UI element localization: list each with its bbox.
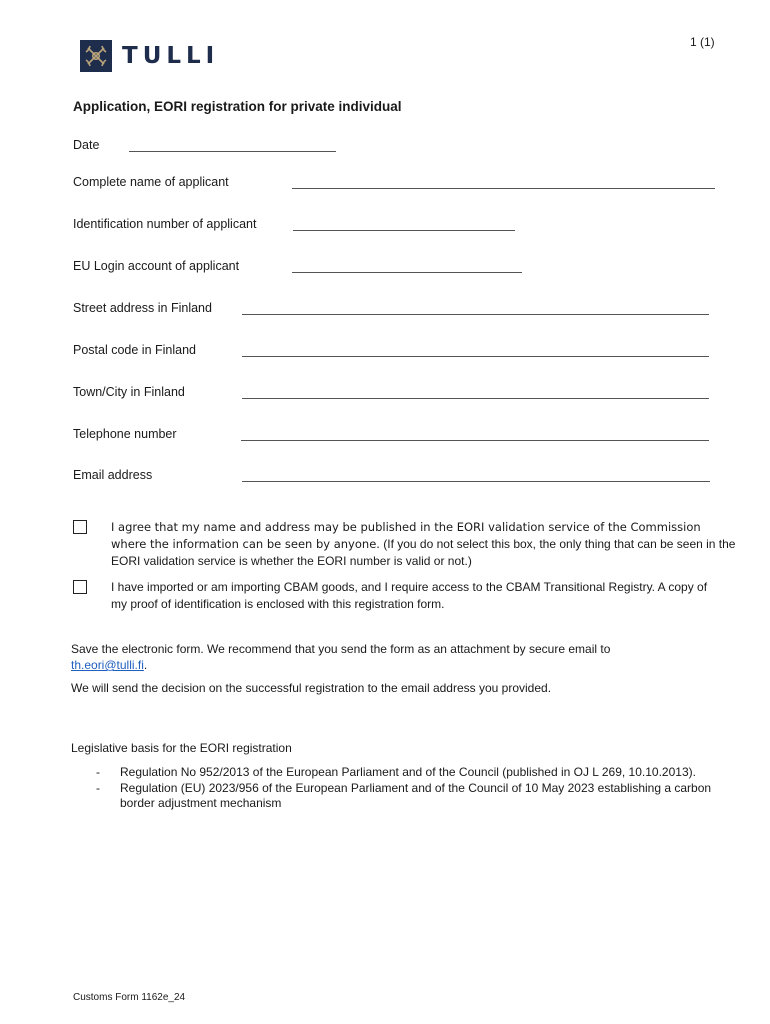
publish-consent-note: (If you do not select this box, the only thing that can be seen in the EORI validation service is whether the EORI number is valid or not.)	[111, 537, 736, 568]
eori-email-link[interactable]: th.eori@tulli.fi	[71, 658, 144, 672]
eu-login-label: EU Login account of applicant	[73, 259, 240, 273]
publish-consent-checkbox[interactable]	[73, 520, 87, 534]
cbam-access-text: I have imported or am importing CBAM goods, and I require access to the CBAM Transitional Registry. A copy of my proof of identification is enclosed with this registration form.	[111, 580, 708, 611]
logo-text: TULLI	[122, 43, 220, 69]
regulation-952-2013: Regulation No 952/2013 of the European Parliament and of the Council (published in OJ L 269, 10.10.2013).	[120, 765, 696, 779]
publish-consent-text	[111, 519, 736, 570]
form-code-footer: Customs Form 1162e_24	[73, 992, 186, 1003]
list-item	[96, 781, 720, 812]
date-label: Date	[73, 138, 100, 152]
street-address-label: Street address in Finland	[73, 301, 212, 315]
list-bullet: -	[96, 765, 100, 779]
id-number-field[interactable]	[293, 230, 515, 231]
email-field[interactable]	[242, 481, 710, 482]
legislation-heading: Legislative basis for the EORI registration	[71, 741, 292, 755]
eu-login-field[interactable]	[292, 272, 522, 273]
date-field[interactable]	[129, 151, 336, 152]
telephone-field[interactable]	[241, 440, 709, 441]
tulli-logo	[80, 40, 219, 72]
list-item	[96, 765, 720, 781]
telephone-label: Telephone number	[73, 427, 177, 441]
save-instructions-text: Save the electronic form. We recommend that you send the form as an attachment by secure email to	[71, 642, 611, 656]
email-suffix: .	[143, 658, 148, 672]
regulation-2023-956: Regulation (EU) 2023/956 of the European Parliament and of the Council of 10 May 2023 establishing a carbon border adjustment mechanism	[120, 780, 712, 810]
postal-code-label: Postal code in Finland	[73, 343, 196, 357]
form-title: Application, EORI registration for private individual	[73, 99, 402, 114]
legislation-list	[96, 765, 720, 812]
email-label: Email address	[73, 468, 153, 482]
decision-note: We will send the decision on the successful registration to the email address you provided.	[71, 681, 552, 695]
id-number-label: Identification number of applicant	[73, 217, 257, 231]
full-name-field[interactable]	[292, 188, 715, 189]
publish-consent-lead: I agree that my name and address may be published in the EORI validation service of the Commission where the information can be seen by anyone.	[111, 520, 701, 551]
street-address-field[interactable]	[242, 314, 709, 315]
postal-code-field[interactable]	[242, 356, 709, 357]
cbam-access-checkbox[interactable]	[73, 580, 87, 594]
town-city-label: Town/City in Finland	[73, 385, 185, 399]
full-name-label: Complete name of applicant	[73, 175, 229, 189]
town-city-field[interactable]	[242, 398, 709, 399]
list-bullet: -	[96, 780, 100, 795]
page-number: 1 (1)	[690, 35, 715, 49]
save-instructions	[71, 641, 711, 673]
customs-emblem-icon	[80, 40, 112, 72]
